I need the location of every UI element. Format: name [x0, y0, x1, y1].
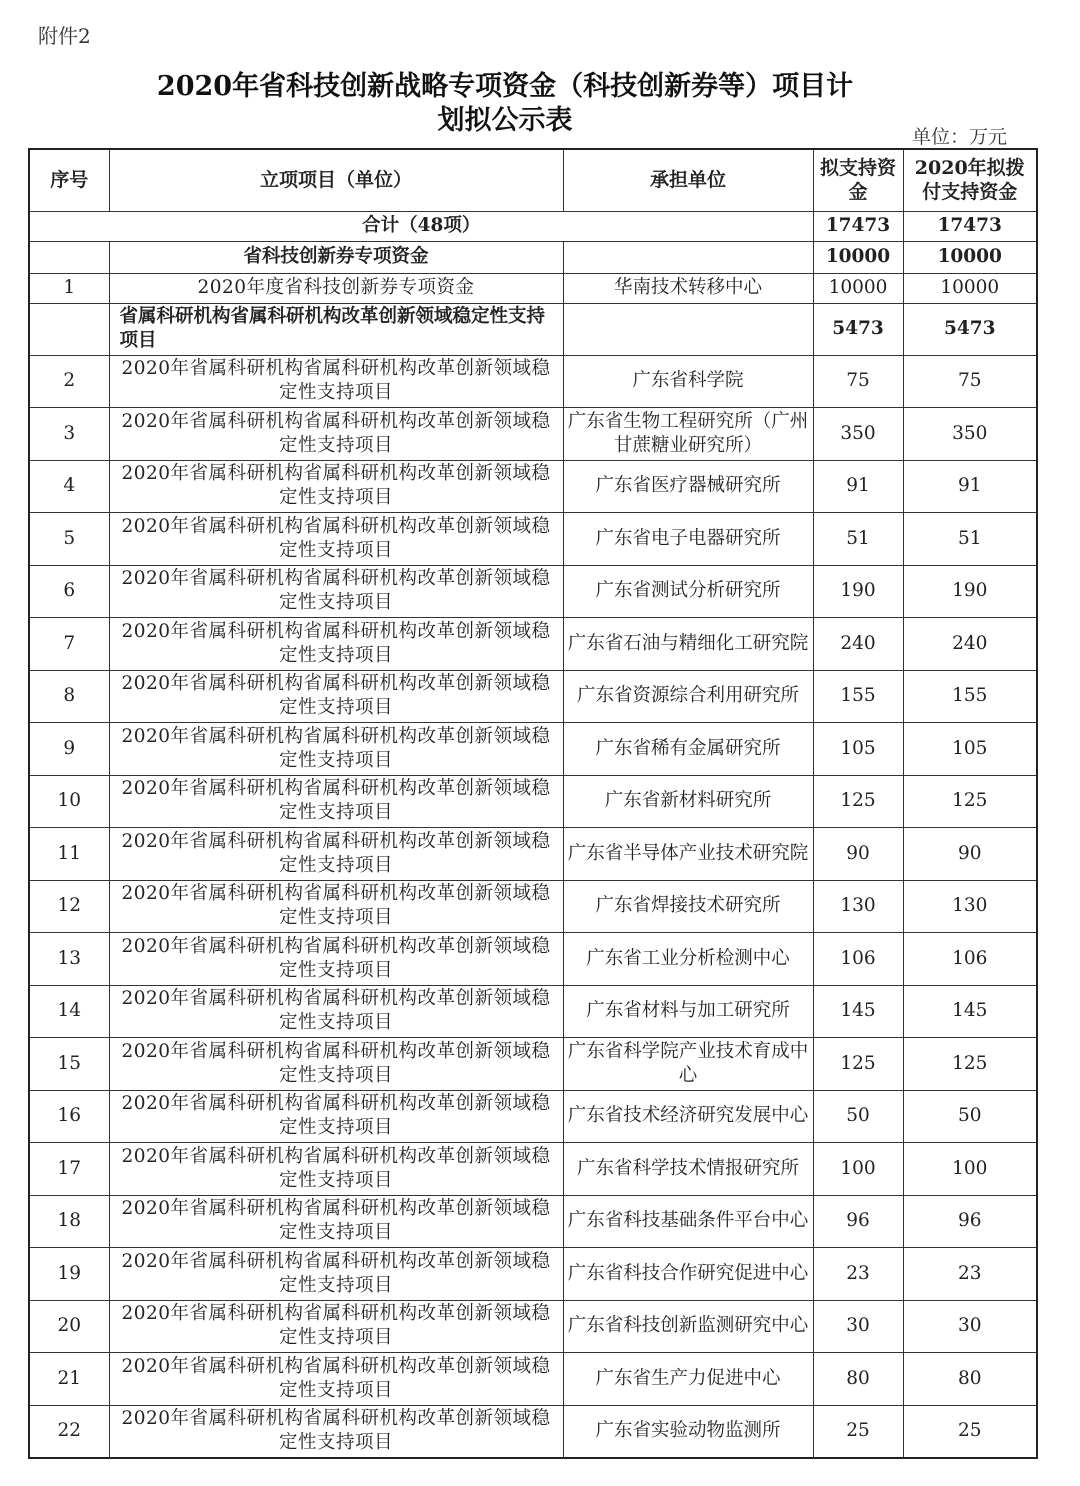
total-support: 17473 [813, 211, 903, 241]
row-support: 51 [813, 513, 903, 566]
row-unit: 广东省工业分析检测中心 [563, 933, 813, 986]
row-support: 125 [813, 1038, 903, 1091]
row-index: 4 [29, 460, 109, 513]
table-row [29, 1300, 1037, 1353]
table-row [29, 775, 1037, 828]
table-row [29, 828, 1037, 881]
table-row [29, 273, 1037, 303]
row-project: 2020年省属科研机构省属科研机构改革创新领域稳定性支持项目 [109, 1300, 563, 1353]
row-index: 12 [29, 880, 109, 933]
row-project: 2020年省属科研机构省属科研机构改革创新领域稳定性支持项目 [109, 1405, 563, 1458]
row-unit: 广东省材料与加工研究所 [563, 985, 813, 1038]
table-row [29, 880, 1037, 933]
row-unit: 广东省科技创新监测研究中心 [563, 1300, 813, 1353]
row-support: 96 [813, 1195, 903, 1248]
row-support: 50 [813, 1090, 903, 1143]
row-index: 8 [29, 670, 109, 723]
row-project: 2020年省属科研机构省属科研机构改革创新领域稳定性支持项目 [109, 1038, 563, 1091]
row-project: 2020年省属科研机构省属科研机构改革创新领域稳定性支持项目 [109, 408, 563, 461]
row-unit: 广东省科技合作研究促进中心 [563, 1248, 813, 1301]
row-support: 30 [813, 1300, 903, 1353]
row-unit: 广东省科学技术情报研究所 [563, 1143, 813, 1196]
row-unit: 广东省测试分析研究所 [563, 565, 813, 618]
section-index [29, 241, 109, 273]
section-index [29, 303, 109, 355]
attachment-label: 附件2 [38, 24, 91, 48]
row-pay: 80 [903, 1353, 1037, 1406]
row-index: 21 [29, 1353, 109, 1406]
row-support: 145 [813, 985, 903, 1038]
row-support: 125 [813, 775, 903, 828]
total-pay: 17473 [903, 211, 1037, 241]
header-project: 立项项目（单位） [109, 149, 563, 211]
table-row [29, 1248, 1037, 1301]
row-pay: 23 [903, 1248, 1037, 1301]
row-pay: 105 [903, 723, 1037, 776]
row-support: 130 [813, 880, 903, 933]
table-row [29, 723, 1037, 776]
row-unit: 广东省焊接技术研究所 [563, 880, 813, 933]
row-pay: 145 [903, 985, 1037, 1038]
unit-label: 单位：万元 [912, 126, 1008, 148]
section-support: 5473 [813, 303, 903, 355]
row-pay: 50 [903, 1090, 1037, 1143]
section-row [29, 303, 1037, 355]
row-unit: 广东省稀有金属研究所 [563, 723, 813, 776]
row-index: 9 [29, 723, 109, 776]
row-project: 2020年省属科研机构省属科研机构改革创新领域稳定性支持项目 [109, 565, 563, 618]
row-unit: 广东省电子电器研究所 [563, 513, 813, 566]
section-row [29, 241, 1037, 273]
table-row [29, 670, 1037, 723]
table-row [29, 355, 1037, 408]
section-label: 省科技创新券专项资金 [109, 241, 563, 273]
row-pay: 125 [903, 1038, 1037, 1091]
total-label: 合计（48项） [29, 211, 813, 241]
row-unit: 广东省实验动物监测所 [563, 1405, 813, 1458]
row-unit: 广东省新材料研究所 [563, 775, 813, 828]
section-label: 省属科研机构省属科研机构改革创新领域稳定性支持项目 [109, 303, 563, 355]
row-support: 75 [813, 355, 903, 408]
document-title [0, 70, 1010, 138]
row-unit: 广东省科学院 [563, 355, 813, 408]
row-index: 2 [29, 355, 109, 408]
row-support: 190 [813, 565, 903, 618]
row-index: 7 [29, 618, 109, 671]
row-index: 17 [29, 1143, 109, 1196]
table-row [29, 408, 1037, 461]
row-support: 23 [813, 1248, 903, 1301]
table-row [29, 1195, 1037, 1248]
row-support: 240 [813, 618, 903, 671]
row-pay: 106 [903, 933, 1037, 986]
row-project: 2020年省属科研机构省属科研机构改革创新领域稳定性支持项目 [109, 1195, 563, 1248]
row-unit: 广东省科学院产业技术育成中心 [563, 1038, 813, 1091]
row-pay: 75 [903, 355, 1037, 408]
table-row [29, 985, 1037, 1038]
section-support: 10000 [813, 241, 903, 273]
funding-table [28, 148, 1038, 1459]
row-project: 2020年省属科研机构省属科研机构改革创新领域稳定性支持项目 [109, 723, 563, 776]
row-support: 91 [813, 460, 903, 513]
table-header-row [29, 149, 1037, 211]
table-row [29, 565, 1037, 618]
row-pay: 10000 [903, 273, 1037, 303]
table-row [29, 618, 1037, 671]
row-index: 19 [29, 1248, 109, 1301]
row-project: 2020年省属科研机构省属科研机构改革创新领域稳定性支持项目 [109, 355, 563, 408]
row-pay: 350 [903, 408, 1037, 461]
row-project: 2020年省属科研机构省属科研机构改革创新领域稳定性支持项目 [109, 828, 563, 881]
row-pay: 100 [903, 1143, 1037, 1196]
row-pay: 190 [903, 565, 1037, 618]
row-project: 2020年省属科研机构省属科研机构改革创新领域稳定性支持项目 [109, 1090, 563, 1143]
row-unit: 广东省生物工程研究所（广州甘蔗糖业研究所） [563, 408, 813, 461]
row-pay: 130 [903, 880, 1037, 933]
table-row [29, 1353, 1037, 1406]
table-row [29, 933, 1037, 986]
row-project: 2020年省属科研机构省属科研机构改革创新领域稳定性支持项目 [109, 1248, 563, 1301]
row-index: 1 [29, 273, 109, 303]
row-support: 105 [813, 723, 903, 776]
header-support: 拟支持资金 [813, 149, 903, 211]
row-project: 2020年省属科研机构省属科研机构改革创新领域稳定性支持项目 [109, 513, 563, 566]
row-project: 2020年省属科研机构省属科研机构改革创新领域稳定性支持项目 [109, 880, 563, 933]
title-line-2: 划拟公示表 [437, 105, 573, 136]
row-index: 10 [29, 775, 109, 828]
row-pay: 240 [903, 618, 1037, 671]
header-index: 序号 [29, 149, 109, 211]
row-pay: 91 [903, 460, 1037, 513]
row-unit: 广东省生产力促进中心 [563, 1353, 813, 1406]
row-index: 6 [29, 565, 109, 618]
row-pay: 25 [903, 1405, 1037, 1458]
row-project: 2020年省属科研机构省属科研机构改革创新领域稳定性支持项目 [109, 460, 563, 513]
row-unit: 华南技术转移中心 [563, 273, 813, 303]
row-project: 2020年省属科研机构省属科研机构改革创新领域稳定性支持项目 [109, 1143, 563, 1196]
row-support: 350 [813, 408, 903, 461]
table-row [29, 1143, 1037, 1196]
row-project: 2020年省属科研机构省属科研机构改革创新领域稳定性支持项目 [109, 985, 563, 1038]
row-unit: 广东省资源综合利用研究所 [563, 670, 813, 723]
row-pay: 155 [903, 670, 1037, 723]
row-unit: 广东省半导体产业技术研究院 [563, 828, 813, 881]
row-pay: 96 [903, 1195, 1037, 1248]
section-pay: 5473 [903, 303, 1037, 355]
row-support: 10000 [813, 273, 903, 303]
row-project: 2020年省属科研机构省属科研机构改革创新领域稳定性支持项目 [109, 1353, 563, 1406]
row-support: 80 [813, 1353, 903, 1406]
row-project: 2020年省属科研机构省属科研机构改革创新领域稳定性支持项目 [109, 618, 563, 671]
row-unit: 广东省医疗器械研究所 [563, 460, 813, 513]
row-unit: 广东省科技基础条件平台中心 [563, 1195, 813, 1248]
row-index: 18 [29, 1195, 109, 1248]
row-project: 2020年省属科研机构省属科研机构改革创新领域稳定性支持项目 [109, 670, 563, 723]
row-project: 2020年省属科研机构省属科研机构改革创新领域稳定性支持项目 [109, 775, 563, 828]
section-pay: 10000 [903, 241, 1037, 273]
row-index: 20 [29, 1300, 109, 1353]
title-line-1: 2020年省科技创新战略专项资金（科技创新券等）项目计 [156, 71, 854, 102]
table-row [29, 1038, 1037, 1091]
row-index: 14 [29, 985, 109, 1038]
row-pay: 90 [903, 828, 1037, 881]
row-unit: 广东省石油与精细化工研究院 [563, 618, 813, 671]
table-row [29, 513, 1037, 566]
row-index: 5 [29, 513, 109, 566]
row-unit: 广东省技术经济研究发展中心 [563, 1090, 813, 1143]
table-row [29, 460, 1037, 513]
row-pay: 125 [903, 775, 1037, 828]
row-index: 13 [29, 933, 109, 986]
total-row [29, 211, 1037, 241]
row-index: 22 [29, 1405, 109, 1458]
row-support: 155 [813, 670, 903, 723]
row-support: 106 [813, 933, 903, 986]
section-unit [563, 303, 813, 355]
row-index: 15 [29, 1038, 109, 1091]
table-row [29, 1405, 1037, 1458]
row-project: 2020年省属科研机构省属科研机构改革创新领域稳定性支持项目 [109, 933, 563, 986]
row-index: 11 [29, 828, 109, 881]
row-pay: 30 [903, 1300, 1037, 1353]
section-unit [563, 241, 813, 273]
table-row [29, 1090, 1037, 1143]
row-index: 16 [29, 1090, 109, 1143]
header-unit: 承担单位 [563, 149, 813, 211]
row-project: 2020年度省科技创新券专项资金 [109, 273, 563, 303]
row-support: 100 [813, 1143, 903, 1196]
header-pay2020: 2020年拟拨付支持资金 [903, 149, 1037, 211]
row-pay: 51 [903, 513, 1037, 566]
row-support: 25 [813, 1405, 903, 1458]
row-index: 3 [29, 408, 109, 461]
row-support: 90 [813, 828, 903, 881]
